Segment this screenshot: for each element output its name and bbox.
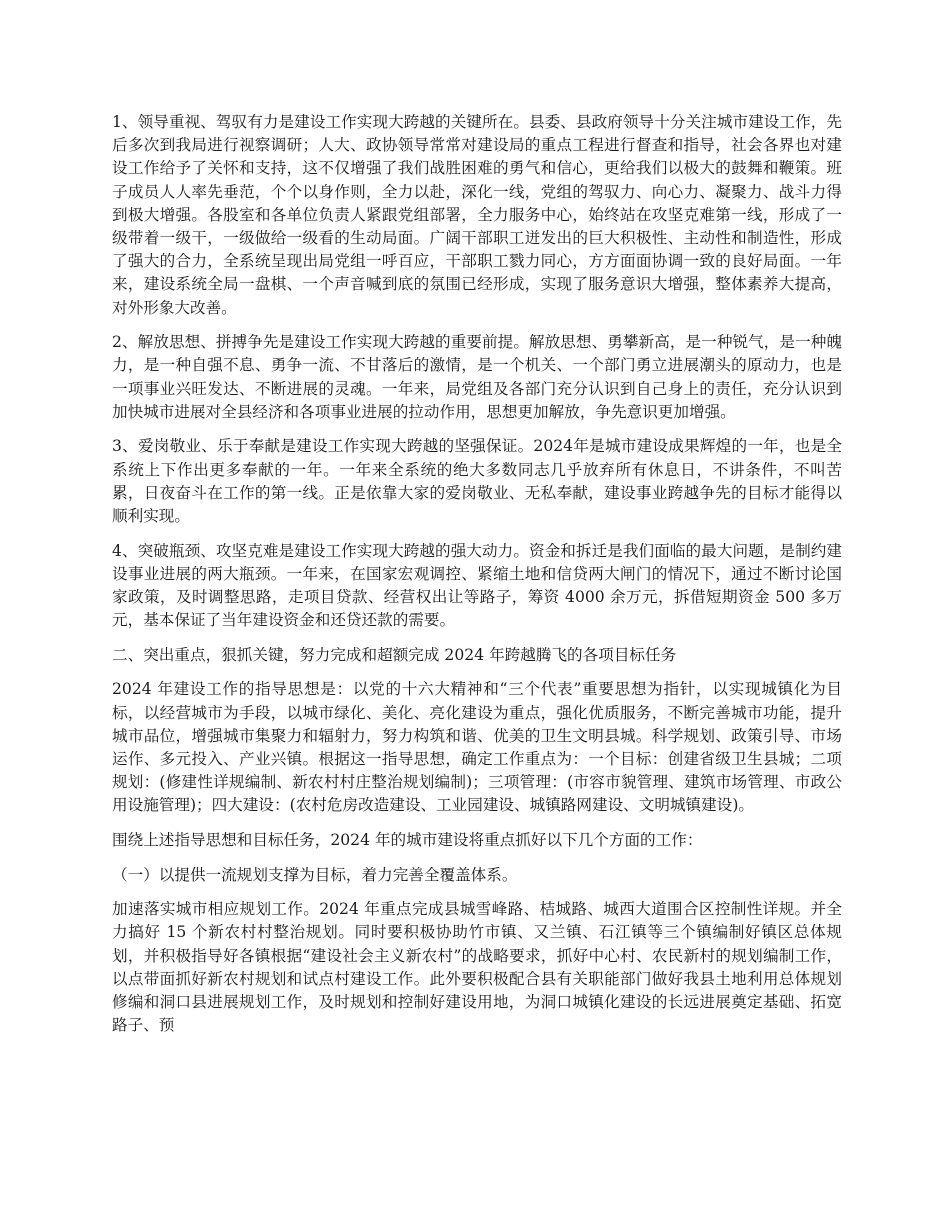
paragraph-leadership: 1、领导重视、驾驭有力是建设工作实现大跨越的关键所在。县委、县政府领导十分关注城市建设工作，先后多次到我局进行视察调研；人大、政协领导常常对建设局的重点工程进行督查和指导，社会各界也对建设工作给予了关怀和支持，这不仅增强了我们战胜困难的勇气和信心，更给我们以极大的鼓舞和鞭策。班子成员人人率先垂范，个个以身作则，全力以赴，深化一线，党组的驾驭力、向心力、凝聚力、战斗力得到极大增强。各股室和各单位负责人紧跟党组部署，全力服务中心，始终站在攻坚克难第一线，形成了一级带着一级干，一级做给一级看的生动局面。广阔干部职工迸发出的巨大积极性、主动性和制造性，形成了强大的合力，全系统呈现出局党组一呼百应，干部职工戮力同心，方方面面协调一致的良好局面。一年来，建设系统全局一盘棋、一个声音喊到底的氛围已经形成，实现了服务意识大增强，整体素养大提高，对外形象大改善。: [112, 113, 842, 317]
paragraph-breakthrough: 4、突破瓶颈、攻坚克难是建设工作实现大跨越的强大动力。资金和拆迁是我们面临的最大问题，是制约建设事业进展的两大瓶颈。一年来，在国家宏观调控、紧缩土地和信贷两大闸门的情况下，通过不断讨论国家政策，及时调整思路，走项目贷款、经营权出让等路子，筹资 4000 余万元，拆借短期资金 500 多万元，基本保证了当年建设资金和还贷还款的需要。: [112, 541, 842, 630]
section-heading-two: 二、突出重点，狠抓关键，努力完成和超额完成 2024 年跨越腾飞的各项目标任务: [112, 645, 677, 664]
subsection-heading-one: （一）以提供一流规划支撑为目标，着力完善全覆盖体系。: [112, 865, 518, 884]
paragraph-focus-intro: 围绕上述指导思想和目标任务，2024 年的城市建设将重点抓好以下几个方面的工作：: [112, 831, 703, 850]
paragraph-dedication: 3、爱岗敬业、乐于奉献是建设工作实现大跨越的坚强保证。2024年是城市建设成果辉煌的一年，也是全系统上下作出更多奉献的一年。一年来全系统的绝大多数同志几乎放弃所有休息日，不讲条件，不叫苦累，日夜奋斗在工作的第一线。正是依靠大家的爱岗敬业、无私奉献，建设事业跨越争先的目标才能得以顺利实现。: [112, 437, 842, 526]
document-body: [112, 111, 842, 1049]
paragraph-planning: 加速落实城市相应规划工作。2024 年重点完成县城雪峰路、桔城路、城西大道围合区控制性详规。并全力搞好 15 个新农村村整治规划。同时要积极协助竹市镇、又兰镇、石江镇等三个镇编制好镇区总体规划，并积极指导好各镇根据“建设社会主义新农村”的战略要求，抓好中心村、农民新村的规划编制工作，以点带面抓好新农村规划和试点村建设工作。此外要积极配合县有关职能部门做好我县土地利用总体规划修编和洞口县进展规划工作，及时规划和控制好建设用地，为洞口城镇化建设的长远进展奠定基础、拓宽路子、预: [112, 900, 842, 1035]
paragraph-emancipation: 2、解放思想、拼搏争先是建设工作实现大跨越的重要前提。解放思想、勇攀新高，是一种锐气，是一种魄力，是一种自强不息、勇争一流、不甘落后的激情，是一个机关、一个部门勇立进展潮头的原动力，也是一项事业兴旺发达、不断进展的灵魂。一年来，局党组及各部门充分认识到自己身上的责任，充分认识到加快城市进展对全县经济和各项事业进展的拉动作用，思想更加解放，争先意识更加增强。: [112, 333, 842, 421]
paragraph-guiding-thought: 2024 年建设工作的指导思想是：以党的十六大精神和“三个代表”重要思想为指针，以实现城镇化为目标，以经营城市为手段，以城市绿化、美化、亮化建设为重点，强化优质服务，不断完善城市功能，提升城市品位，增强城市集聚力和辐射力，努力构筑和谐、优美的卫生文明县城。科学规划、政策引导、市场运作、多元投入、产业兴镇。根据这一指导思想，确定工作重点为：一个目标：创建省级卫生县城；二项规划：(修建性详规编制、新农村村庄整治规划编制)；三项管理：(市容市貌管理、建筑市场管理、市政公用设施管理)；四大建设：(农村危房改造建设、工业园建设、城镇路网建设、文明城镇建设)。: [112, 680, 842, 815]
